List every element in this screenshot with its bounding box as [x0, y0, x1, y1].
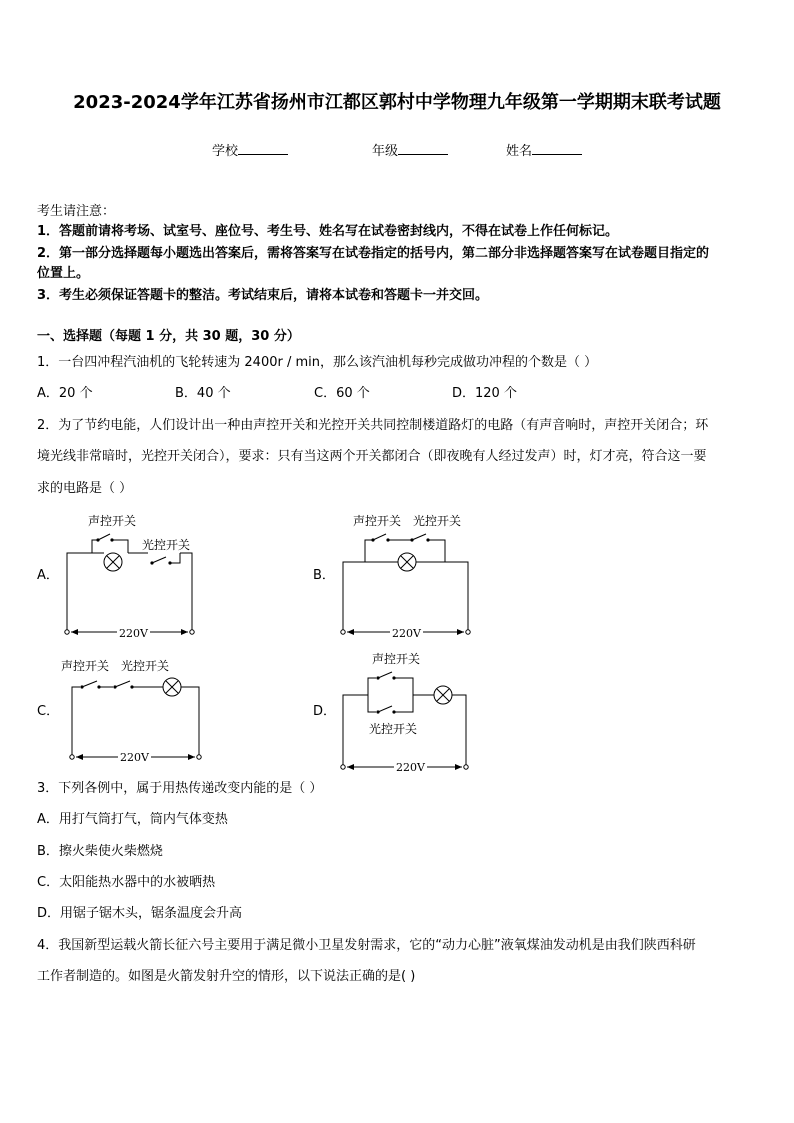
circuit-a-light-switch-label: 光控开关: [142, 538, 191, 552]
notice-item: 位置上。: [37, 266, 90, 281]
q2-option-b-label[interactable]: B．: [313, 568, 335, 583]
q1-option-a[interactable]: A．20 个: [37, 386, 93, 401]
q3-stem: 3．下列各例中，属于用热传递改变内能的是（ ）: [37, 781, 323, 796]
q2-stem-line: 求的电路是（ ）: [37, 481, 133, 496]
circuit-c-voltage: 220V: [120, 751, 149, 764]
notice-item: 3．考生必须保证答题卡的整洁。考试结束后，请将本试卷和答题卡一并交回。: [37, 288, 489, 303]
circuit-a-voltage: 220V: [119, 627, 148, 640]
q2-option-a-label[interactable]: A．: [37, 568, 59, 583]
circuit-b-voltage: 220V: [392, 627, 421, 640]
q3-option-c[interactable]: C．太阳能热水器中的水被晒热: [37, 875, 216, 890]
notice-item: 2．第一部分选择题每小题选出答案后，需将答案写在试卷指定的括号内，第二部分非选择题答案写在试卷题目指定的: [37, 246, 710, 261]
page-title: 2023-2024学年江苏省扬州市江都区郭村中学物理九年级第一学期期末联考试题: [73, 92, 721, 113]
q2-option-c-label[interactable]: C．: [37, 704, 60, 719]
q3-option-d[interactable]: D．用锯子锯木头，锯条温度会升高: [37, 906, 243, 921]
circuit-a-sound-switch-label: 声控开关: [88, 514, 137, 528]
q4-stem-line: 4．我国新型运载火箭长征六号主要用于满足微小卫星发射需求，它的“动力心脏”液氧煤油发动机是由我们陕西科研: [37, 938, 696, 953]
q1-option-b[interactable]: B．40 个: [175, 386, 231, 401]
grade-label: 年级: [372, 144, 399, 159]
q3-option-b[interactable]: B．擦火柴使火柴燃烧: [37, 844, 163, 859]
q2-stem-line: 2．为了节约电能，人们设计出一种由声控开关和光控开关共同控制楼道路灯的电路（有声音响时，声控开关闭合；环: [37, 418, 709, 433]
circuit-d-light-switch-label: 光控开关: [369, 722, 418, 736]
q2-stem-line: 境光线非常暗时，光控开关闭合），要求：只有当这两个开关都闭合（即夜晚有人经过发声）时，灯才亮，符合这一要: [37, 449, 707, 464]
name-label: 姓名: [506, 144, 533, 159]
circuit-c-light-switch-label: 光控开关: [121, 659, 170, 673]
circuit-b-light-switch-label: 光控开关: [413, 514, 462, 528]
q3-option-a[interactable]: A．用打气筒打气，筒内气体变热: [37, 812, 228, 827]
q4-stem-line: 工作者制造的。如图是火箭发射升空的情形，以下说法正确的是( ): [37, 969, 416, 984]
q1-stem: 1．一台四冲程汽油机的飞轮转速为 2400r / min，那么该汽油机每秒完成做功冲程的个数是（ ）: [37, 355, 598, 370]
q2-option-d-label[interactable]: D．: [313, 704, 337, 719]
q1-option-d[interactable]: D．120 个: [452, 386, 517, 401]
circuit-d-voltage: 220V: [396, 761, 425, 774]
circuit-c-sound-switch-label: 声控开关: [61, 659, 110, 673]
notice-header: 考生请注意：: [37, 204, 116, 219]
section-header: 一、选择题（每题 1 分，共 30 题，30 分）: [37, 329, 300, 344]
circuit-d-sound-switch-label: 声控开关: [372, 652, 421, 666]
q1-option-c[interactable]: C．60 个: [314, 386, 370, 401]
notice-item: 1．答题前请将考场、试室号、座位号、考生号、姓名写在试卷密封线内，不得在试卷上作任何标记。: [37, 224, 619, 239]
circuit-b-sound-switch-label: 声控开关: [353, 514, 402, 528]
school-label: 学校: [212, 144, 239, 159]
